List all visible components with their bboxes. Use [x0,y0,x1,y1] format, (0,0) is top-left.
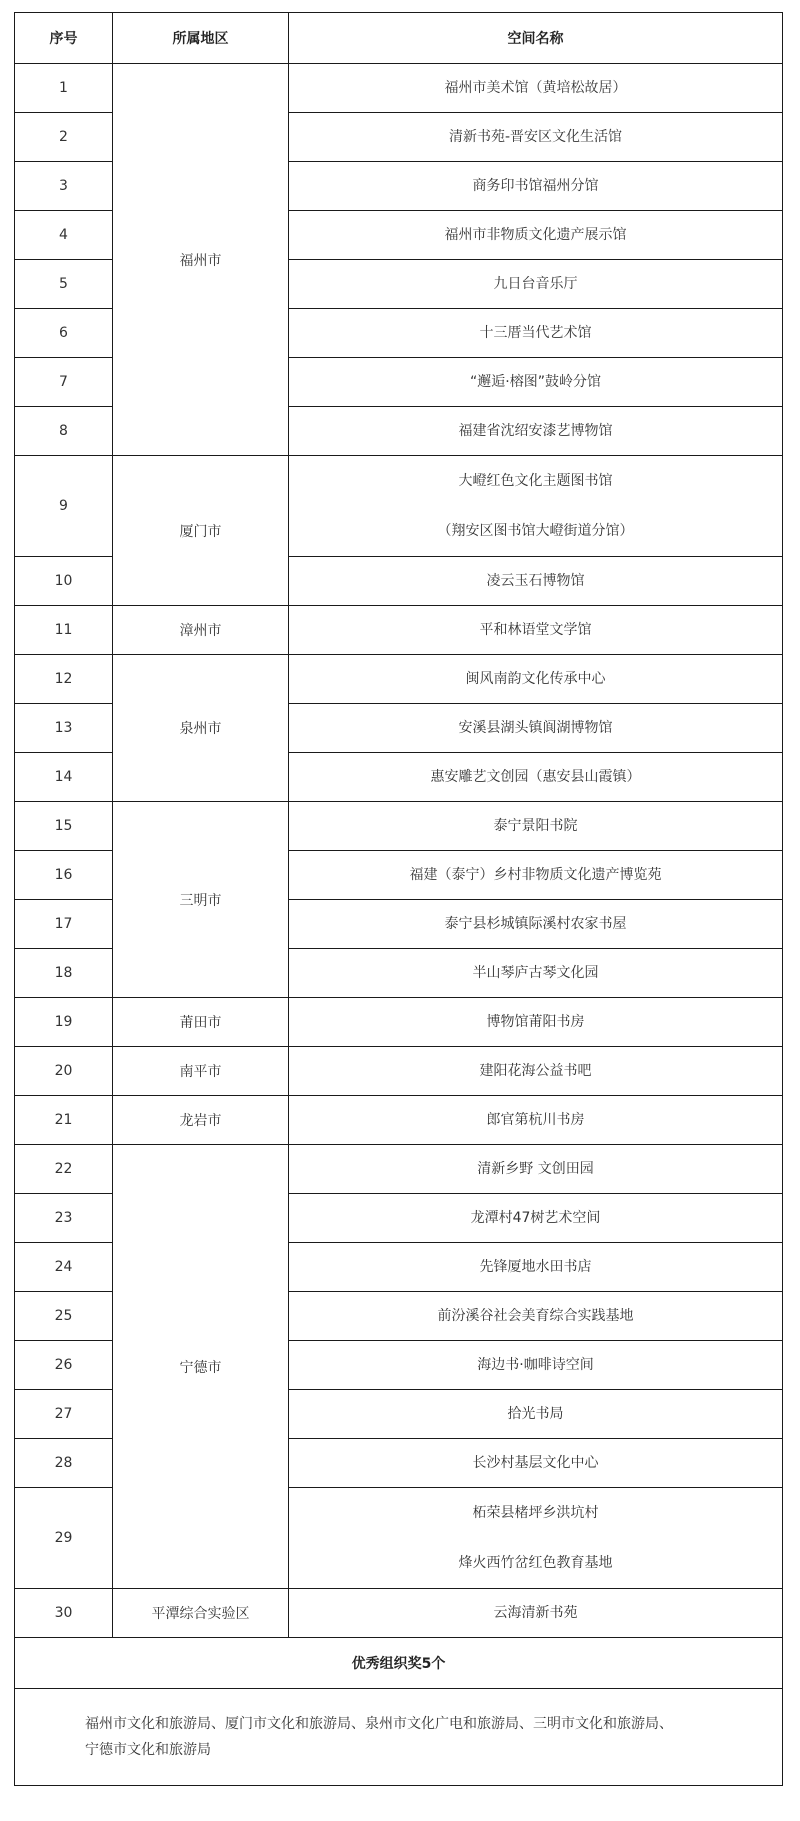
row-number: 10 [15,557,113,606]
space-name-line: 平和林语堂文学馆 [479,622,592,638]
row-number: 16 [15,851,113,900]
row-number: 5 [15,260,113,309]
space-name-cell [289,1589,783,1638]
table-row [15,655,783,704]
award-list-line: 福州市文化和旅游局、厦门市文化和旅游局、泉州市文化广电和旅游局、三明市文化和旅游局、 [85,1716,673,1732]
footer-title-row [15,1638,783,1689]
space-name-line: 长沙村基层文化中心 [472,1455,599,1471]
space-name-line: 拾光书局 [507,1406,564,1422]
space-name-line: 福建省沈绍安漆艺博物馆 [458,423,613,439]
row-number: 22 [15,1145,113,1194]
table-body [15,64,783,1786]
region-cell: 龙岩市 [113,1096,289,1145]
space-name-line: 先锋厦地水田书店 [479,1259,592,1275]
row-number: 18 [15,949,113,998]
row-number: 26 [15,1341,113,1390]
row-number: 24 [15,1243,113,1292]
row-number: 3 [15,162,113,211]
space-name-cell [289,1488,783,1589]
row-number: 28 [15,1439,113,1488]
table-row [15,1096,783,1145]
space-name-line: 安溪县湖头镇阆湖博物馆 [458,720,613,736]
organization-award-title: 优秀组织奖5个 [15,1638,783,1689]
header-space-name: 空间名称 [289,13,783,64]
table-row [15,1047,783,1096]
space-name-cell [289,309,783,358]
space-name-line: 凌云玉石博物馆 [486,573,585,589]
region-cell: 漳州市 [113,606,289,655]
row-number: 15 [15,802,113,851]
space-name-cell [289,1390,783,1439]
space-name-cell [289,949,783,998]
space-name-line: “邂逅·榕图”鼓岭分馆 [470,374,601,390]
space-name-cell [289,211,783,260]
space-name-line: 博物馆莆阳书房 [486,1014,585,1030]
row-number: 23 [15,1194,113,1243]
space-name-cell [289,113,783,162]
table-row [15,456,783,557]
row-number: 29 [15,1488,113,1589]
space-name-cell [289,162,783,211]
header-number: 序号 [15,13,113,64]
region-cell: 厦门市 [113,456,289,606]
table-row [15,64,783,113]
space-name-line: 九日台音乐厅 [493,276,578,292]
space-name-cell [289,1096,783,1145]
space-name-line: 清新乡野 文创田园 [477,1161,594,1177]
table-header-row [15,13,783,64]
space-name-line: 泰宁景阳书院 [493,818,578,834]
space-name-line: 福建（泰宁）乡村非物质文化遗产博览苑 [409,867,662,883]
space-name-line: 半山琴庐古琴文化园 [472,965,599,981]
space-name-line: 郎官第杭川书房 [486,1112,585,1128]
awards-table-container [14,12,782,1786]
table-row [15,998,783,1047]
region-cell: 莆田市 [113,998,289,1047]
table-row [15,802,783,851]
organization-award-list [15,1689,783,1786]
space-name-cell [289,260,783,309]
space-name-cell [289,998,783,1047]
row-number: 21 [15,1096,113,1145]
row-number: 14 [15,753,113,802]
space-name-cell [289,1292,783,1341]
space-name-line: 闽风南韵文化传承中心 [465,671,606,687]
space-name-cell [289,407,783,456]
space-name-line: 商务印书馆福州分馆 [472,178,599,194]
space-name-line: 前汾溪谷社会美育综合实践基地 [437,1308,634,1324]
space-name-cell [289,851,783,900]
space-name-cell [289,753,783,802]
row-number: 30 [15,1589,113,1638]
footer-body-row [15,1689,783,1786]
space-name-line: 柘荣县楮坪乡洪坑村 [472,1505,599,1521]
row-number: 12 [15,655,113,704]
space-name-cell [289,900,783,949]
row-number: 20 [15,1047,113,1096]
space-name-line: 惠安雕艺文创园（惠安县山霞镇） [430,769,641,785]
row-number: 4 [15,211,113,260]
region-cell: 平潭综合实验区 [113,1589,289,1638]
space-name-line: （翔安区图书馆大嶝街道分馆） [437,523,634,539]
row-number: 25 [15,1292,113,1341]
space-name-line: 云海清新书苑 [493,1605,578,1621]
space-name-line: 烽火西竹岔红色教育基地 [458,1555,613,1571]
row-number: 8 [15,407,113,456]
space-name-cell [289,1341,783,1390]
row-number: 6 [15,309,113,358]
space-name-line: 福州市非物质文化遗产展示馆 [444,227,627,243]
space-name-cell [289,1439,783,1488]
row-number: 27 [15,1390,113,1439]
space-name-cell [289,1243,783,1292]
row-number: 11 [15,606,113,655]
region-cell: 宁德市 [113,1145,289,1589]
space-name-cell [289,606,783,655]
row-number: 7 [15,358,113,407]
space-name-cell [289,802,783,851]
row-number: 13 [15,704,113,753]
space-name-line: 龙潭村47树艺术空间 [470,1210,601,1226]
table-row [15,1589,783,1638]
table-row [15,1145,783,1194]
table-row [15,606,783,655]
row-number: 17 [15,900,113,949]
space-name-line: 福州市美术馆（黄培松故居） [444,80,627,96]
row-number: 19 [15,998,113,1047]
region-cell: 福州市 [113,64,289,456]
space-name-line: 泰宁县杉城镇际溪村农家书屋 [444,916,627,932]
row-number: 9 [15,456,113,557]
region-cell: 泉州市 [113,655,289,802]
awards-table [14,12,783,1786]
row-number: 1 [15,64,113,113]
space-name-cell [289,1194,783,1243]
region-cell: 南平市 [113,1047,289,1096]
region-cell: 三明市 [113,802,289,998]
space-name-line: 大嶝红色文化主题图书馆 [458,473,613,489]
space-name-cell [289,1145,783,1194]
space-name-line: 十三厝当代艺术馆 [479,325,592,341]
award-list-line: 宁德市文化和旅游局 [85,1742,211,1758]
space-name-cell [289,557,783,606]
space-name-cell [289,64,783,113]
space-name-line: 海边书·咖啡诗空间 [477,1357,594,1373]
space-name-line: 建阳花海公益书吧 [479,1063,592,1079]
row-number: 2 [15,113,113,162]
space-name-cell [289,704,783,753]
space-name-cell [289,456,783,557]
header-region: 所属地区 [113,13,289,64]
space-name-cell [289,1047,783,1096]
space-name-line: 清新书苑-晋安区文化生活馆 [448,129,623,145]
space-name-cell [289,358,783,407]
space-name-cell [289,655,783,704]
